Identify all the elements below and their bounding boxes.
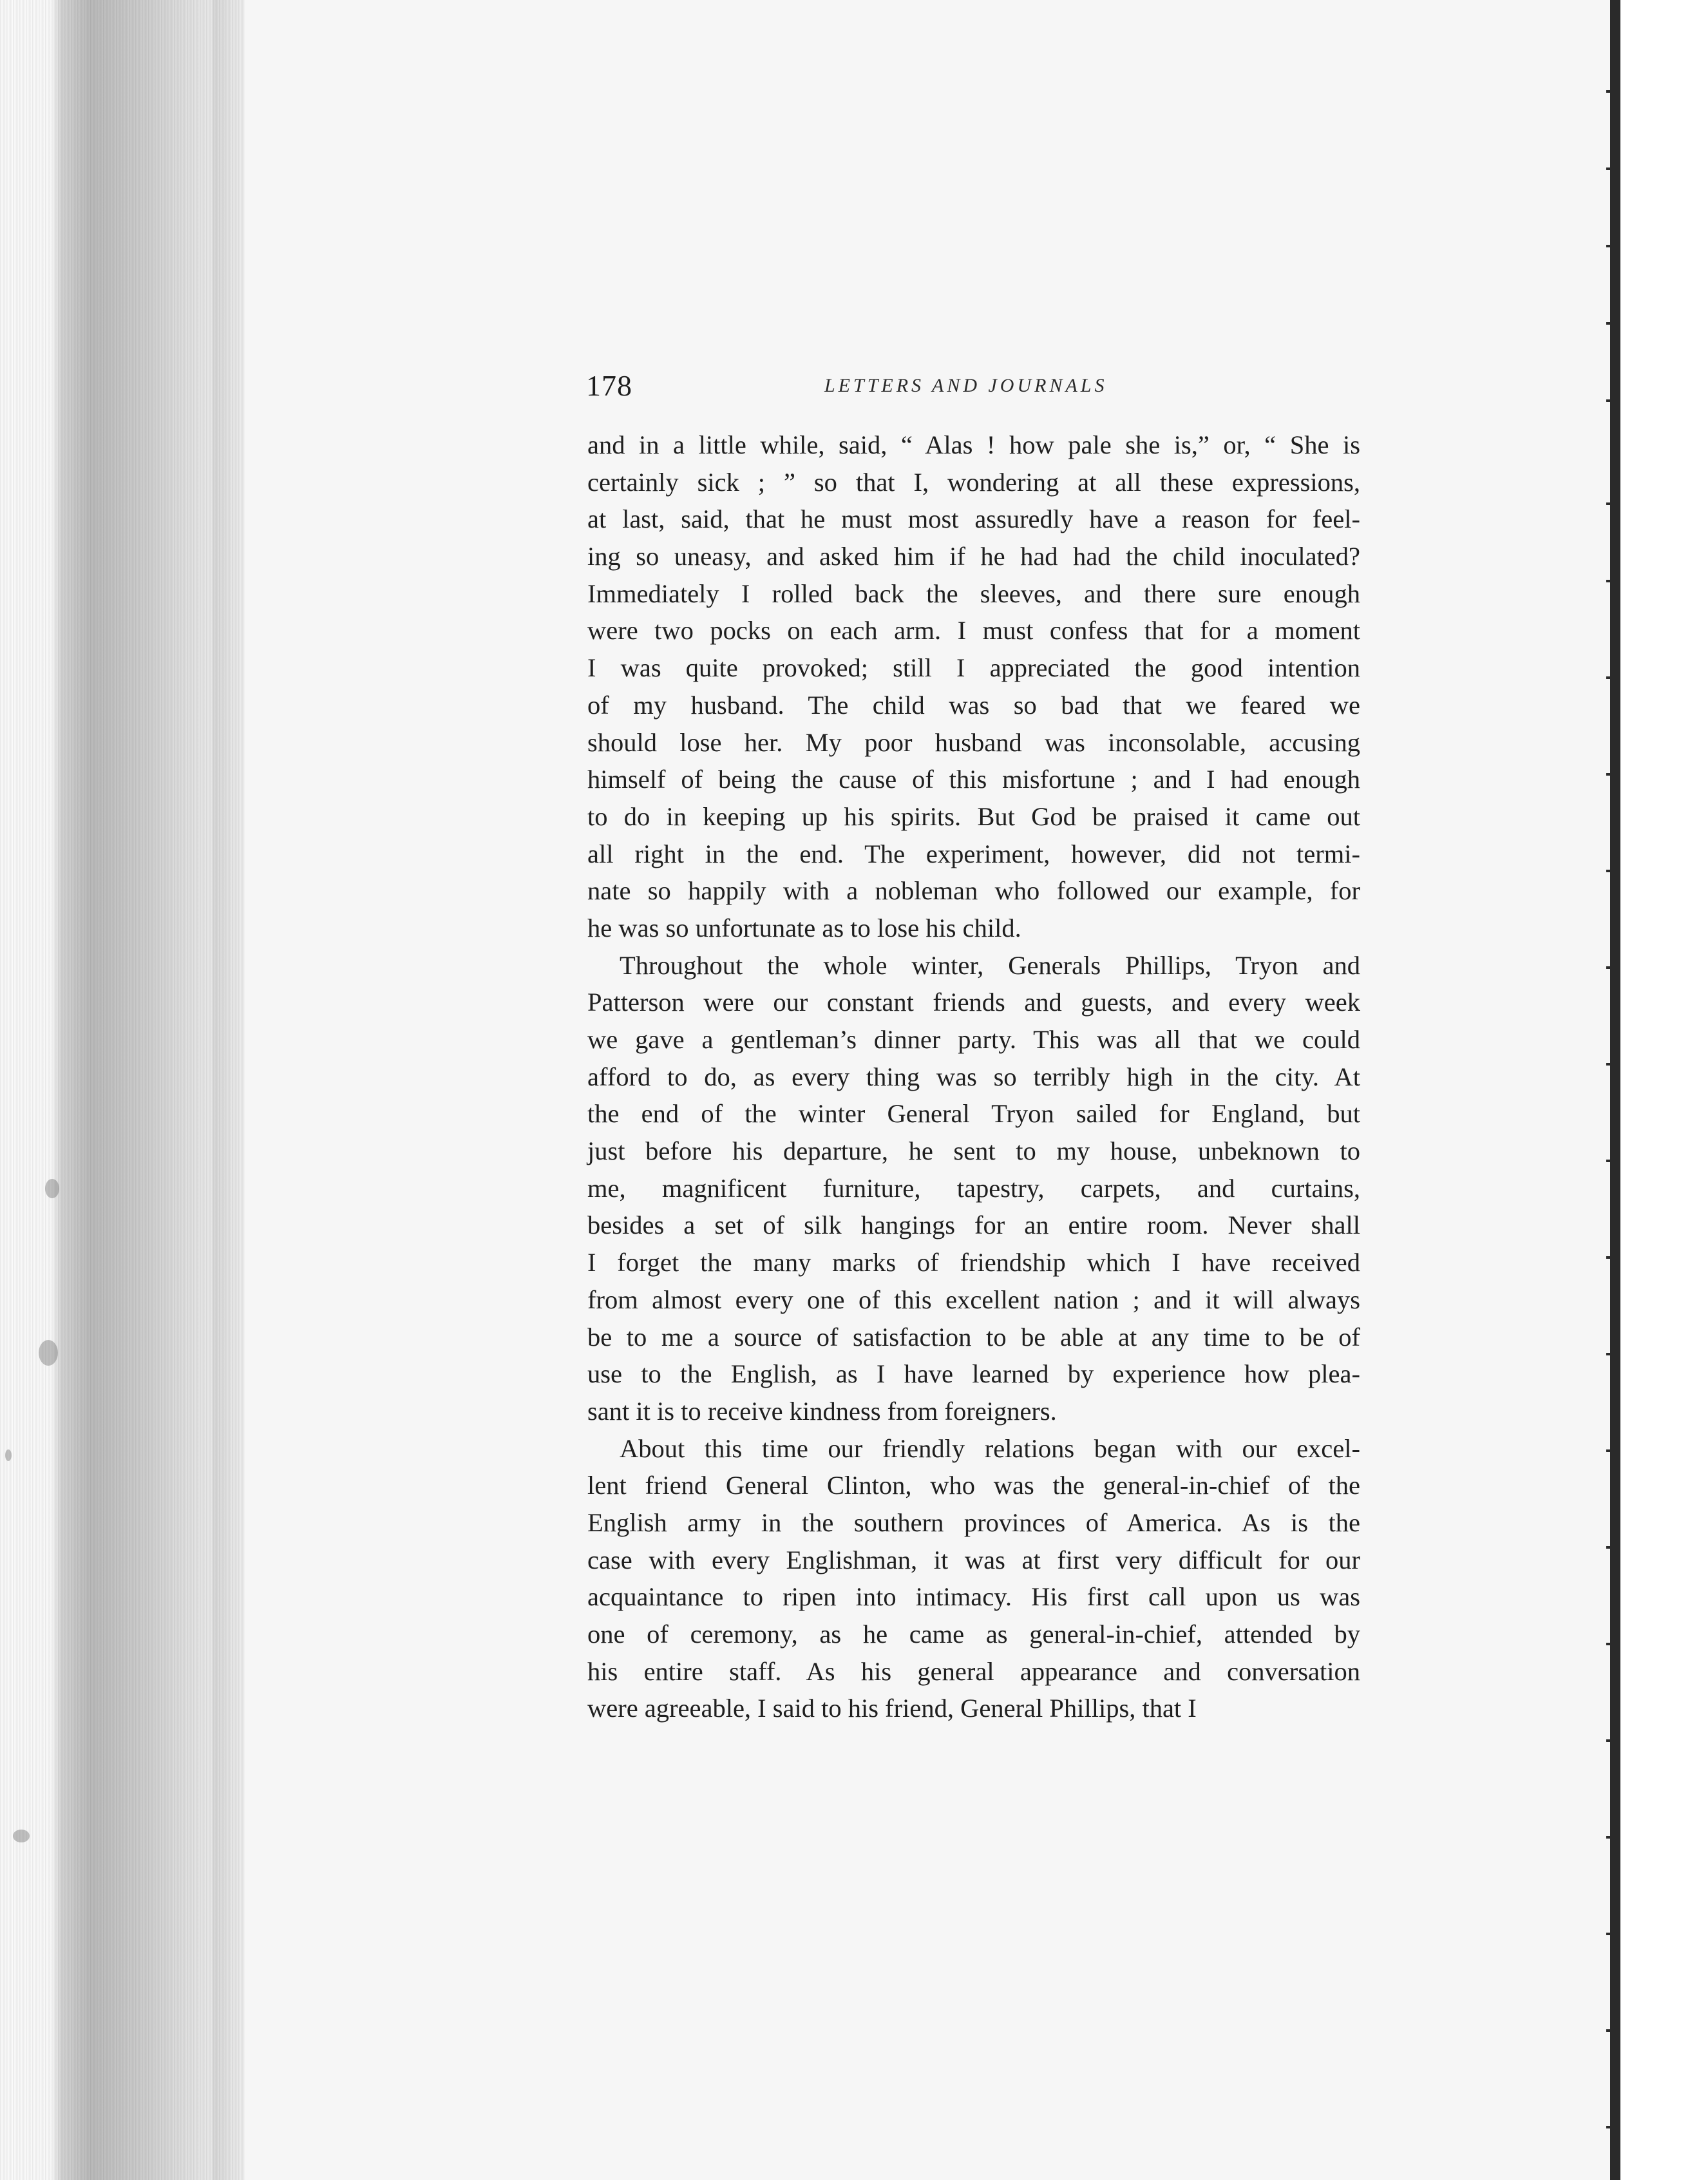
paragraph bbox=[587, 1430, 1360, 1728]
binding-tick bbox=[1606, 1449, 1614, 1452]
text-line: acquaintance to ripen into intimacy. His first call upon us was bbox=[587, 1582, 1360, 1612]
binding-tick bbox=[1606, 245, 1614, 247]
text-line: nate so happily with a nobleman who followed our example, for bbox=[587, 876, 1360, 906]
text-line: were agreeable, I said to his friend, General Phillips, that I bbox=[587, 1694, 1197, 1723]
running-head-title: LETTERS AND JOURNALS bbox=[824, 375, 1108, 396]
text-line: me, magnificent furniture, tapestry, carpets, and curtains, bbox=[587, 1173, 1360, 1203]
text-line: afford to do, as every thing was so terribly high in the city. At bbox=[587, 1062, 1360, 1091]
text-line: lent friend General Clinton, who was the general-in-chief of the bbox=[587, 1471, 1360, 1500]
binding-tick bbox=[1606, 502, 1614, 505]
book-page-stack-edge bbox=[0, 0, 245, 2180]
binding-tick bbox=[1606, 90, 1614, 93]
text-line: besides a set of silk hangings for an entire room. Never shall bbox=[587, 1210, 1360, 1240]
text-line: and in a little while, said, “ Alas ! how pale she is,” or, “ She is bbox=[587, 430, 1360, 459]
binding-tick bbox=[1606, 1546, 1614, 1549]
text-line: I was quite provoked; still I appreciated the good intention bbox=[587, 653, 1360, 683]
binding-tick bbox=[1606, 1353, 1614, 1355]
text-line: the end of the winter General Tryon sailed for England, but bbox=[587, 1099, 1360, 1129]
binding-tick bbox=[1606, 2029, 1614, 2032]
adjacent-page-edge bbox=[1610, 0, 1620, 2180]
binding-tick bbox=[1606, 580, 1614, 582]
paragraph bbox=[587, 947, 1360, 1430]
text-line: sant it is to receive kindness from foreigners. bbox=[587, 1396, 1057, 1426]
binding-tick bbox=[1606, 1836, 1614, 1839]
text-line: certainly sick ; ” so that I, wondering at all these expressions, bbox=[587, 467, 1360, 497]
text-line: himself of being the cause of this misfortune ; and I had enough bbox=[587, 765, 1360, 794]
binding-tick bbox=[1606, 870, 1614, 872]
margin-stain bbox=[13, 1830, 30, 1842]
text-line: he was so unfortunate as to lose his child. bbox=[587, 913, 1021, 942]
binding-tick bbox=[1606, 1063, 1614, 1066]
binding-tick bbox=[1606, 2126, 1614, 2128]
text-line: Immediately I rolled back the sleeves, and there sure enough bbox=[587, 578, 1360, 608]
text-line: all right in the end. The experiment, however, did not termi- bbox=[587, 839, 1360, 868]
binding-tick bbox=[1606, 1739, 1614, 1742]
text-line: at last, said, that he must most assuredly have a reason for feel- bbox=[587, 504, 1360, 534]
text-line: use to the English, as I have learned by experience how plea- bbox=[587, 1359, 1360, 1389]
margin-stain bbox=[39, 1340, 58, 1366]
text-line: one of ceremony, as he came as general-in-chief, attended by bbox=[587, 1620, 1360, 1649]
text-line: ing so uneasy, and asked him if he had had the child inoculated? bbox=[587, 542, 1360, 571]
text-line: case with every Englishman, it was at first very difficult for our bbox=[587, 1545, 1360, 1574]
margin-stain bbox=[5, 1449, 12, 1461]
binding-tick bbox=[1606, 773, 1614, 776]
binding-tick bbox=[1606, 1643, 1614, 1645]
binding-tick bbox=[1606, 1256, 1614, 1259]
binding-tick bbox=[1606, 322, 1614, 325]
text-line: I forget the many marks of friendship which I have received bbox=[587, 1248, 1360, 1277]
text-line: we gave a gentleman’s dinner party. This was all that we could bbox=[587, 1025, 1360, 1054]
text-line: just before his departure, he sent to my house, unbeknown to bbox=[587, 1136, 1360, 1166]
text-line: be to me a source of satisfaction to be able at any time to be of bbox=[587, 1322, 1360, 1352]
text-line: to do in keeping up his spirits. But God be praised it came out bbox=[587, 801, 1360, 831]
binding-tick bbox=[1606, 399, 1614, 402]
paragraph bbox=[587, 426, 1360, 947]
binding-tick bbox=[1606, 1160, 1614, 1162]
text-line: Patterson were our constant friends and guests, and every week bbox=[587, 988, 1360, 1017]
text-line: English army in the southern provinces of America. As is the bbox=[587, 1507, 1360, 1537]
binding-tick bbox=[1606, 676, 1614, 679]
running-head bbox=[586, 368, 1359, 407]
binding-tick bbox=[1606, 1933, 1614, 1935]
body-text bbox=[587, 426, 1360, 1727]
page-number: 178 bbox=[586, 369, 632, 402]
margin-stain bbox=[45, 1179, 59, 1198]
text-line: Throughout the whole winter, Generals Phillips, Tryon and bbox=[620, 950, 1360, 980]
text-line: his entire staff. As his general appearance and conversation bbox=[587, 1656, 1360, 1686]
text-line: should lose her. My poor husband was inconsolable, accusing bbox=[587, 727, 1360, 757]
binding-tick bbox=[1606, 966, 1614, 969]
text-line: of my husband. The child was so bad that we feared we bbox=[587, 690, 1360, 720]
text-line: were two pocks on each arm. I must confess that for a moment bbox=[587, 616, 1360, 645]
right-margin bbox=[1620, 0, 1708, 2180]
binding-tick bbox=[1606, 167, 1614, 170]
text-line: from almost every one of this excellent nation ; and it will always bbox=[587, 1285, 1360, 1314]
text-line: About this time our friendly relations began with our excel- bbox=[620, 1433, 1360, 1463]
